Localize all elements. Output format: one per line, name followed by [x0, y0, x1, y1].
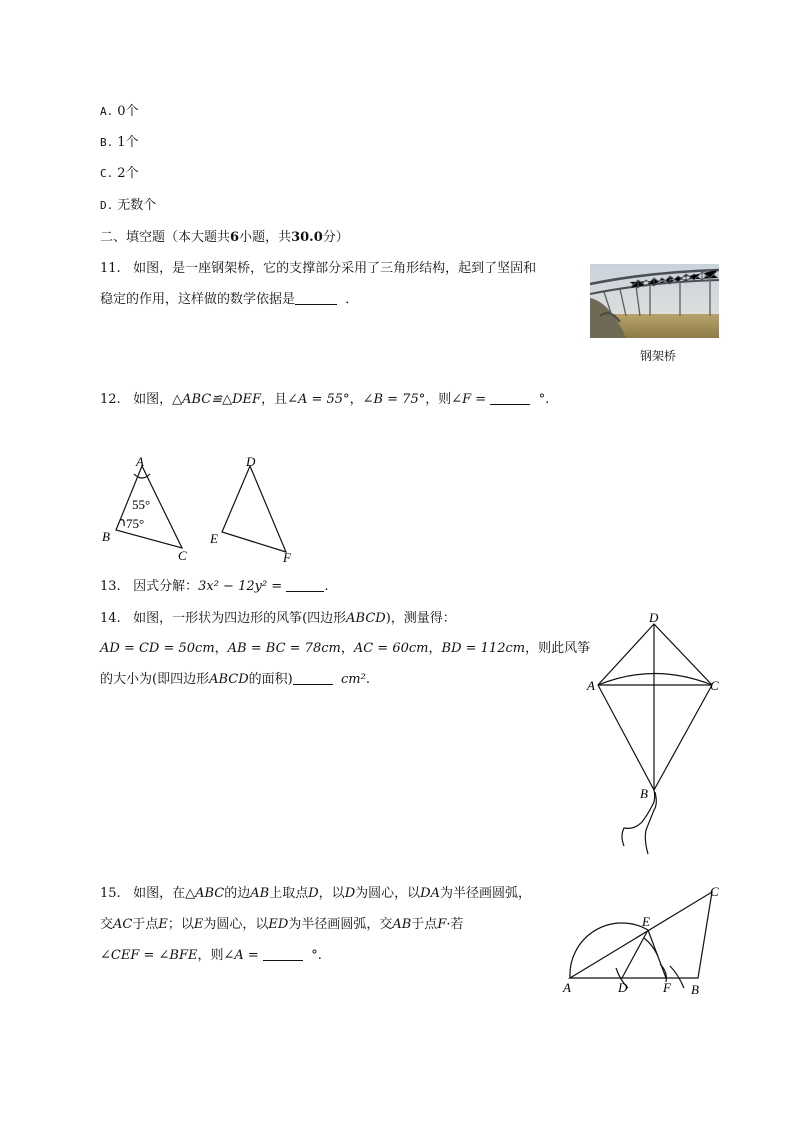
question-text: ，则 — [197, 948, 224, 963]
arc-construction-figure — [560, 884, 730, 1000]
question-text: 于点 — [132, 917, 159, 932]
vertex-label-f: F — [283, 550, 291, 564]
triangle-label: △ABC — [185, 886, 225, 901]
punctuation: ． — [345, 292, 359, 307]
vertex-label-b: B — [691, 982, 699, 997]
heading-part: 小题，共 — [239, 230, 292, 245]
vertex-label-a: A — [563, 980, 571, 995]
q15-line2 — [100, 916, 463, 934]
punctuation: ， — [349, 392, 363, 407]
vertex-label-b: B — [102, 529, 110, 544]
answer-blank[interactable] — [286, 579, 324, 592]
question-text: ，则 — [425, 392, 452, 407]
question-text: )，测量得： — [385, 611, 456, 626]
segment-label: AB — [392, 917, 412, 932]
question-number: 15. — [100, 886, 121, 901]
question-text: 稳定的作用，这样做的数学依据是 — [100, 292, 296, 307]
vertex-label-c: C — [710, 678, 719, 693]
option-text: 0个 — [117, 104, 139, 119]
question-text: ，则此风筝 — [525, 641, 591, 656]
question-number: 11. — [100, 261, 121, 276]
answer-blank[interactable] — [293, 672, 333, 685]
option-b[interactable] — [100, 134, 139, 152]
q14-line2 — [100, 640, 590, 658]
punctuation: ， — [214, 641, 228, 656]
vertex-label-b: B — [640, 786, 648, 801]
quad-label: ABCD — [346, 611, 386, 626]
vertex-label-a: A — [587, 678, 595, 693]
angle-b-expr: ∠B = 75° — [362, 392, 426, 407]
option-text: 1个 — [117, 135, 139, 150]
measure-ad-cd: AD = CD = 50cm — [100, 641, 215, 656]
q13-line — [100, 578, 328, 596]
figure-caption: 钢架桥 — [640, 349, 677, 363]
heading-part: 二、填空题（本大题共 — [100, 230, 231, 245]
q12-line — [100, 391, 549, 409]
total-score: 30.0 — [291, 230, 323, 245]
point-label: D — [344, 886, 356, 901]
question-text: 如图， — [133, 392, 173, 407]
question-text: 因式分解： — [133, 579, 199, 594]
question-text: ；以 — [167, 917, 194, 932]
vertex-label-e: E — [210, 531, 218, 546]
option-key: C. — [100, 167, 114, 180]
option-text: 无数个 — [117, 198, 157, 213]
question-text: 如图，在 — [133, 886, 186, 901]
question-text: 交 — [100, 917, 114, 932]
question-text: 的大小为(即四边形 — [100, 672, 210, 687]
measure-ab-bc: AB = BC = 78cm — [227, 641, 341, 656]
measure-ac: AC = 60cm — [353, 641, 429, 656]
congruent-triangles-figure — [98, 452, 308, 564]
question-text: 为圆心，以 — [203, 917, 269, 932]
q11-line1 — [100, 260, 536, 278]
punctuation: ， — [428, 641, 442, 656]
option-key: A. — [100, 105, 114, 118]
q11-line2 — [100, 291, 358, 309]
congruence-expr: △ABC≌△DEF — [172, 392, 262, 407]
factor-expression: 3x² − 12y² = — [198, 579, 283, 594]
q14-line1 — [100, 610, 456, 628]
punctuation: °. — [311, 948, 322, 963]
q14-line3 — [100, 671, 370, 689]
vertex-label-e: E — [642, 914, 650, 929]
question-text: 如图，一形状为四边形的风筝(四边形 — [133, 611, 347, 626]
angle-label-55: 55° — [132, 497, 151, 512]
question-text: 为圆心，以 — [355, 886, 421, 901]
vertex-label-d: D — [618, 980, 628, 995]
question-text: 上取点 — [269, 886, 309, 901]
question-text: 的面积) — [248, 672, 293, 687]
segment-label: DA — [420, 886, 440, 901]
question-text: 于点 — [411, 917, 438, 932]
heading-part: 分） — [322, 230, 349, 245]
section-heading — [100, 229, 349, 247]
segment-label: AB — [250, 886, 270, 901]
question-text: ·若 — [446, 917, 464, 932]
question-text: 为半径画圆弧， — [439, 886, 531, 901]
option-text: 2个 — [117, 166, 139, 181]
vertex-label-d: D — [649, 610, 659, 625]
vertex-label-f: F — [663, 980, 671, 995]
option-key: B. — [100, 136, 114, 149]
segment-label: AC — [113, 917, 133, 932]
vertex-label-c: C — [710, 884, 719, 899]
punctuation: °. — [538, 392, 550, 407]
steel-bridge-photo — [590, 264, 719, 338]
angle-label-75: 75° — [126, 516, 145, 531]
answer-blank[interactable] — [295, 292, 337, 305]
punctuation: ， — [340, 641, 354, 656]
kite-figure — [584, 610, 724, 860]
question-text: ，且 — [261, 392, 288, 407]
question-number: 13. — [100, 579, 121, 594]
question-count: 6 — [230, 230, 240, 245]
q15-line1 — [100, 885, 531, 903]
question-text: 如图，是一座钢架桥，它的支撑部分采用了三角形结构，起到了坚固和 — [133, 261, 537, 276]
point-label: F — [437, 917, 447, 932]
question-text: 为半径画圆弧，交 — [288, 917, 393, 932]
question-number: 12. — [100, 392, 121, 407]
q15-line3 — [100, 947, 322, 965]
question-text: ，以 — [318, 886, 345, 901]
angle-a-expr: ∠A = 55° — [287, 392, 350, 407]
option-key: D. — [100, 199, 114, 212]
option-d[interactable] — [100, 197, 156, 215]
question-number: 14. — [100, 611, 121, 626]
punctuation: . — [324, 579, 329, 594]
unit-label: cm² — [340, 672, 366, 687]
question-text: 的边 — [224, 886, 251, 901]
angle-a-expr: ∠A = — [223, 948, 259, 963]
option-c[interactable] — [100, 165, 139, 183]
measure-bd: BD = 112cm — [441, 641, 526, 656]
vertex-label-d: D — [246, 454, 256, 469]
answer-blank[interactable] — [490, 392, 530, 405]
vertex-label-a: A — [136, 454, 144, 469]
punctuation: . — [365, 672, 370, 687]
vertex-label-c: C — [178, 548, 187, 563]
answer-blank[interactable] — [263, 948, 303, 961]
point-label: E — [158, 917, 168, 932]
option-a[interactable] — [100, 103, 139, 121]
point-label: D — [308, 886, 319, 901]
angle-f-expr: ∠F = — [451, 392, 487, 407]
angle-equality: ∠CEF = ∠BFE — [100, 948, 198, 963]
quad-label: ABCD — [209, 672, 249, 687]
segment-label: ED — [268, 917, 289, 932]
point-label: E — [193, 917, 204, 932]
